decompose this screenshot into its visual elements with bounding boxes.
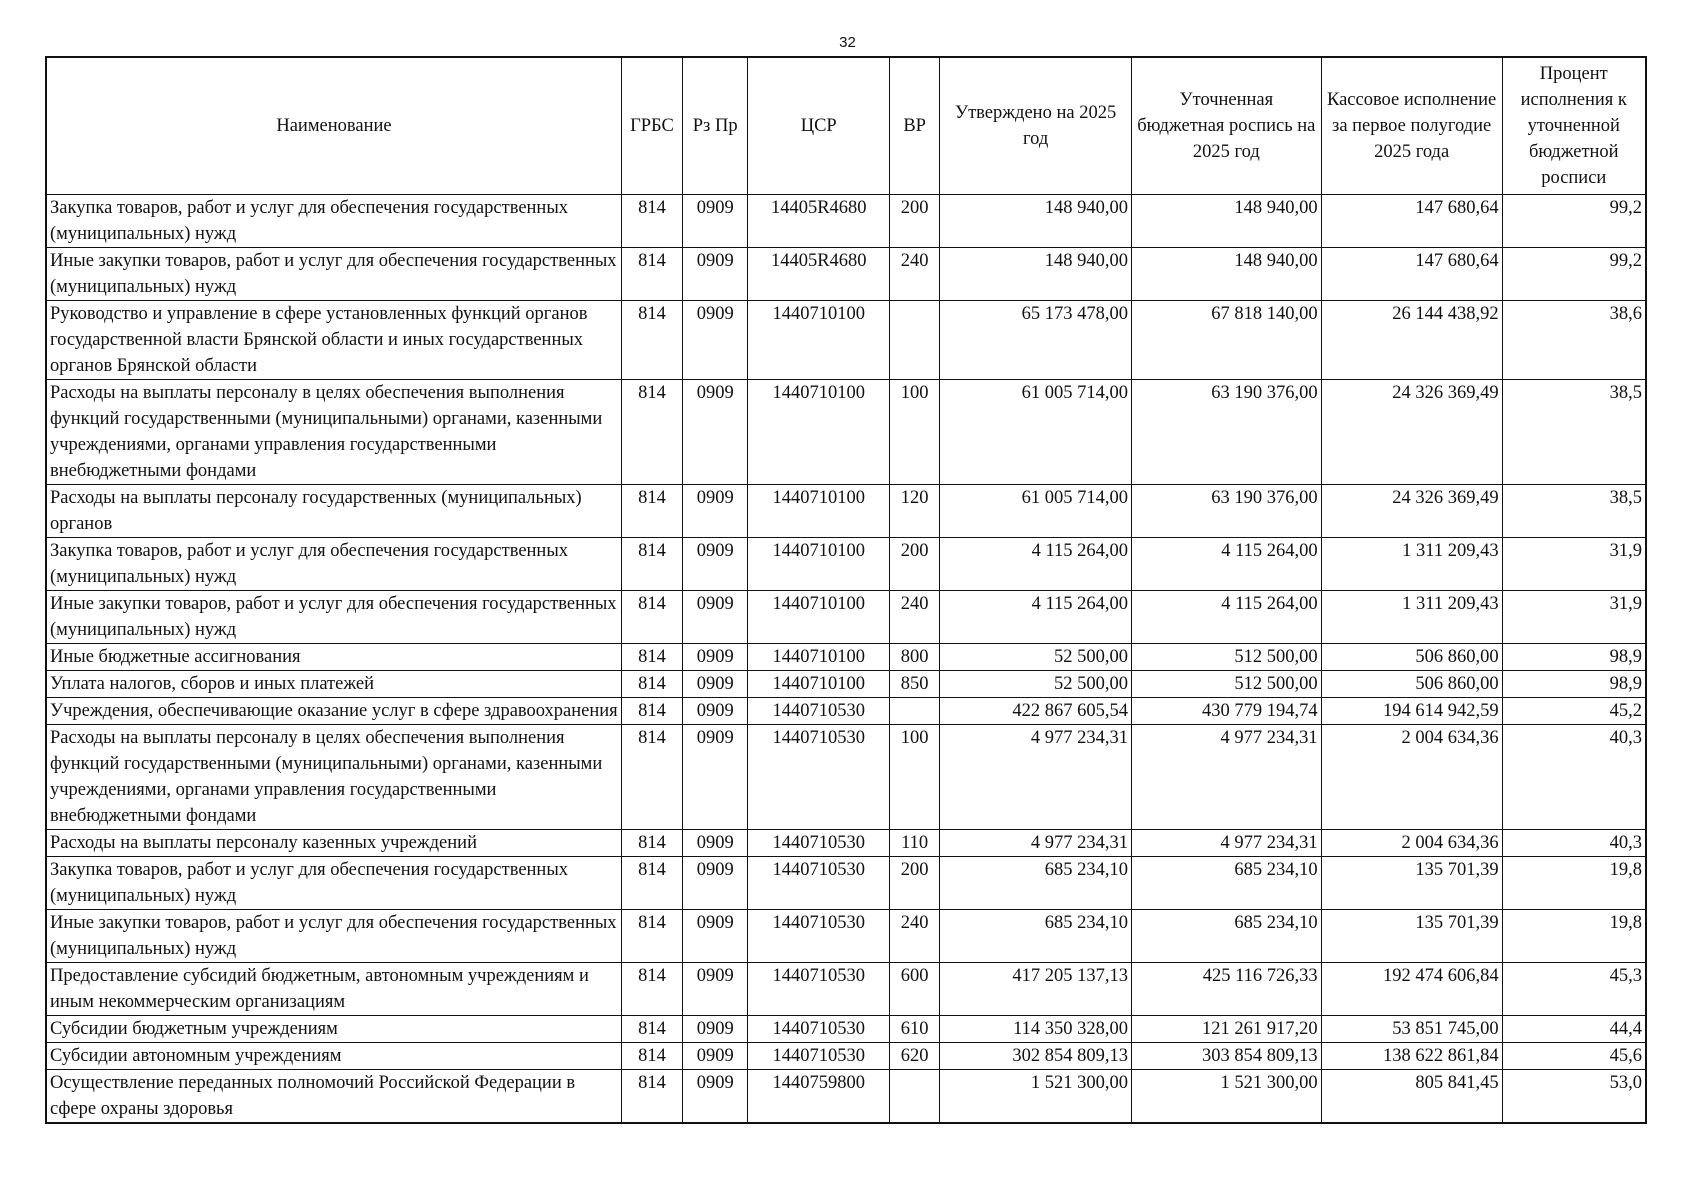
cell-percent: 31,9 (1502, 591, 1646, 644)
cell-csr: 1440710530 (748, 1043, 890, 1070)
cell-rzpr: 0909 (683, 248, 748, 301)
cell-rzpr: 0909 (683, 857, 748, 910)
cell-rzpr: 0909 (683, 195, 748, 248)
cell-rzpr: 0909 (683, 591, 748, 644)
cell-vr: 200 (890, 857, 940, 910)
cell-name: Закупка товаров, работ и услуг для обеспечения государственных (муниципальных) нужд (46, 857, 621, 910)
table-body (46, 195, 1646, 1124)
cell-name: Расходы на выплаты персоналу государственных (муниципальных) органов (46, 485, 621, 538)
cell-csr: 1440710100 (748, 380, 890, 485)
cell-percent: 19,8 (1502, 857, 1646, 910)
cell-csr: 1440710530 (748, 963, 890, 1016)
cell-cash: 135 701,39 (1321, 910, 1502, 963)
cell-approved: 4 977 234,31 (940, 725, 1132, 830)
cell-refined: 685 234,10 (1132, 910, 1322, 963)
header-csr: ЦСР (748, 57, 890, 195)
cell-refined: 1 521 300,00 (1132, 1070, 1322, 1124)
cell-approved: 4 115 264,00 (940, 591, 1132, 644)
table-row (46, 301, 1646, 380)
cell-name: Иные закупки товаров, работ и услуг для обеспечения государственных (муниципальных) нужд (46, 248, 621, 301)
table-row (46, 671, 1646, 698)
cell-rzpr: 0909 (683, 1016, 748, 1043)
cell-refined: 685 234,10 (1132, 857, 1322, 910)
cell-csr: 14405R4680 (748, 248, 890, 301)
cell-grbs: 814 (621, 725, 682, 830)
cell-cash: 2 004 634,36 (1321, 725, 1502, 830)
cell-name: Осуществление переданных полномочий Российской Федерации в сфере охраны здоровья (46, 1070, 621, 1124)
cell-approved: 1 521 300,00 (940, 1070, 1132, 1124)
cell-rzpr: 0909 (683, 671, 748, 698)
cell-refined: 4 977 234,31 (1132, 725, 1322, 830)
cell-approved: 422 867 605,54 (940, 698, 1132, 725)
cell-name: Расходы на выплаты персоналу в целях обеспечения выполнения функций государственными (муниципальными) органами, казенными учреждениями, органами управления государственными внебюджетными фондами (46, 725, 621, 830)
cell-csr: 1440710530 (748, 830, 890, 857)
header-refined: Уточненная бюджетная роспись на 2025 год (1132, 57, 1322, 195)
header-rzpr: Рз Пр (683, 57, 748, 195)
cell-rzpr: 0909 (683, 910, 748, 963)
table-row (46, 725, 1646, 830)
cell-approved: 52 500,00 (940, 671, 1132, 698)
cell-refined: 512 500,00 (1132, 644, 1322, 671)
cell-rzpr: 0909 (683, 963, 748, 1016)
cell-cash: 26 144 438,92 (1321, 301, 1502, 380)
cell-refined: 4 977 234,31 (1132, 830, 1322, 857)
cell-refined: 303 854 809,13 (1132, 1043, 1322, 1070)
cell-name: Субсидии автономным учреждениям (46, 1043, 621, 1070)
cell-grbs: 814 (621, 857, 682, 910)
cell-rzpr: 0909 (683, 301, 748, 380)
cell-percent: 45,6 (1502, 1043, 1646, 1070)
cell-approved: 65 173 478,00 (940, 301, 1132, 380)
cell-refined: 430 779 194,74 (1132, 698, 1322, 725)
cell-vr: 100 (890, 725, 940, 830)
cell-grbs: 814 (621, 698, 682, 725)
cell-vr: 620 (890, 1043, 940, 1070)
cell-cash: 192 474 606,84 (1321, 963, 1502, 1016)
cell-csr: 1440710100 (748, 301, 890, 380)
cell-csr: 1440710530 (748, 1016, 890, 1043)
table-row (46, 910, 1646, 963)
cell-approved: 4 115 264,00 (940, 538, 1132, 591)
cell-refined: 63 190 376,00 (1132, 485, 1322, 538)
cell-rzpr: 0909 (683, 830, 748, 857)
cell-rzpr: 0909 (683, 538, 748, 591)
header-vr: ВР (890, 57, 940, 195)
table-row (46, 485, 1646, 538)
header-cash: Кассовое исполнение за первое полугодие 2025 года (1321, 57, 1502, 195)
cell-percent: 40,3 (1502, 725, 1646, 830)
cell-name: Расходы на выплаты персоналу в целях обеспечения выполнения функций государственными (муниципальными) органами, казенными учреждениями, органами управления государственными внебюджетными фондами (46, 380, 621, 485)
table-row (46, 248, 1646, 301)
header-name: Наименование (46, 57, 621, 195)
cell-grbs: 814 (621, 538, 682, 591)
cell-vr: 120 (890, 485, 940, 538)
cell-cash: 138 622 861,84 (1321, 1043, 1502, 1070)
cell-percent: 31,9 (1502, 538, 1646, 591)
cell-percent: 98,9 (1502, 644, 1646, 671)
cell-refined: 4 115 264,00 (1132, 538, 1322, 591)
table-row (46, 644, 1646, 671)
cell-cash: 194 614 942,59 (1321, 698, 1502, 725)
cell-grbs: 814 (621, 963, 682, 1016)
cell-percent: 19,8 (1502, 910, 1646, 963)
cell-cash: 506 860,00 (1321, 671, 1502, 698)
budget-table (45, 56, 1647, 1124)
cell-vr: 850 (890, 671, 940, 698)
cell-rzpr: 0909 (683, 1043, 748, 1070)
cell-cash: 147 680,64 (1321, 248, 1502, 301)
cell-grbs: 814 (621, 671, 682, 698)
cell-approved: 685 234,10 (940, 910, 1132, 963)
cell-csr: 1440710530 (748, 698, 890, 725)
cell-vr: 200 (890, 538, 940, 591)
table-row (46, 195, 1646, 248)
cell-vr: 610 (890, 1016, 940, 1043)
table-row (46, 1070, 1646, 1124)
cell-approved: 302 854 809,13 (940, 1043, 1132, 1070)
cell-percent: 38,5 (1502, 380, 1646, 485)
cell-approved: 417 205 137,13 (940, 963, 1132, 1016)
header-grbs: ГРБС (621, 57, 682, 195)
cell-refined: 425 116 726,33 (1132, 963, 1322, 1016)
cell-grbs: 814 (621, 1070, 682, 1124)
cell-refined: 63 190 376,00 (1132, 380, 1322, 485)
cell-rzpr: 0909 (683, 698, 748, 725)
table-row (46, 591, 1646, 644)
cell-grbs: 814 (621, 1043, 682, 1070)
cell-name: Руководство и управление в сфере установленных функций органов государственной власти Брянской области и иных государственных органов Брянской области (46, 301, 621, 380)
cell-grbs: 814 (621, 910, 682, 963)
cell-rzpr: 0909 (683, 380, 748, 485)
cell-vr: 240 (890, 910, 940, 963)
cell-cash: 24 326 369,49 (1321, 380, 1502, 485)
cell-grbs: 814 (621, 485, 682, 538)
cell-approved: 148 940,00 (940, 248, 1132, 301)
table-row (46, 830, 1646, 857)
header-approved: Утверждено на 2025 год (940, 57, 1132, 195)
cell-name: Иные закупки товаров, работ и услуг для обеспечения государственных (муниципальных) нужд (46, 591, 621, 644)
cell-approved: 52 500,00 (940, 644, 1132, 671)
table-row (46, 963, 1646, 1016)
cell-csr: 1440759800 (748, 1070, 890, 1124)
cell-cash: 24 326 369,49 (1321, 485, 1502, 538)
cell-percent: 45,3 (1502, 963, 1646, 1016)
cell-cash: 805 841,45 (1321, 1070, 1502, 1124)
cell-approved: 4 977 234,31 (940, 830, 1132, 857)
cell-rzpr: 0909 (683, 644, 748, 671)
cell-csr: 1440710100 (748, 485, 890, 538)
cell-grbs: 814 (621, 301, 682, 380)
cell-percent: 45,2 (1502, 698, 1646, 725)
cell-vr (890, 301, 940, 380)
cell-name: Закупка товаров, работ и услуг для обеспечения государственных (муниципальных) нужд (46, 195, 621, 248)
cell-name: Учреждения, обеспечивающие оказание услуг в сфере здравоохранения (46, 698, 621, 725)
cell-grbs: 814 (621, 195, 682, 248)
header-percent: Процент исполнения к уточненной бюджетной росписи (1502, 57, 1646, 195)
cell-refined: 148 940,00 (1132, 248, 1322, 301)
cell-vr: 240 (890, 591, 940, 644)
table-row (46, 1043, 1646, 1070)
cell-csr: 14405R4680 (748, 195, 890, 248)
cell-csr: 1440710530 (748, 725, 890, 830)
cell-csr: 1440710100 (748, 538, 890, 591)
cell-grbs: 814 (621, 591, 682, 644)
cell-name: Расходы на выплаты персоналу казенных учреждений (46, 830, 621, 857)
cell-csr: 1440710530 (748, 910, 890, 963)
cell-vr: 110 (890, 830, 940, 857)
cell-vr: 200 (890, 195, 940, 248)
table-row (46, 380, 1646, 485)
cell-grbs: 814 (621, 644, 682, 671)
cell-refined: 148 940,00 (1132, 195, 1322, 248)
cell-csr: 1440710530 (748, 857, 890, 910)
cell-vr (890, 1070, 940, 1124)
cell-name: Предоставление субсидий бюджетным, автономным учреждениям и иным некоммерческим организациям (46, 963, 621, 1016)
cell-percent: 38,6 (1502, 301, 1646, 380)
cell-grbs: 814 (621, 248, 682, 301)
cell-grbs: 814 (621, 830, 682, 857)
cell-csr: 1440710100 (748, 644, 890, 671)
page-number: 32 (839, 34, 856, 51)
cell-csr: 1440710100 (748, 671, 890, 698)
table-row (46, 1016, 1646, 1043)
cell-percent: 53,0 (1502, 1070, 1646, 1124)
cell-vr: 240 (890, 248, 940, 301)
cell-percent: 98,9 (1502, 671, 1646, 698)
cell-cash: 53 851 745,00 (1321, 1016, 1502, 1043)
cell-percent: 38,5 (1502, 485, 1646, 538)
cell-vr: 800 (890, 644, 940, 671)
table-row (46, 538, 1646, 591)
cell-refined: 4 115 264,00 (1132, 591, 1322, 644)
cell-name: Субсидии бюджетным учреждениям (46, 1016, 621, 1043)
cell-approved: 61 005 714,00 (940, 380, 1132, 485)
cell-name: Уплата налогов, сборов и иных платежей (46, 671, 621, 698)
cell-cash: 1 311 209,43 (1321, 591, 1502, 644)
cell-rzpr: 0909 (683, 725, 748, 830)
cell-cash: 135 701,39 (1321, 857, 1502, 910)
cell-name: Иные бюджетные ассигнования (46, 644, 621, 671)
cell-approved: 61 005 714,00 (940, 485, 1132, 538)
cell-refined: 512 500,00 (1132, 671, 1322, 698)
cell-grbs: 814 (621, 1016, 682, 1043)
cell-vr: 600 (890, 963, 940, 1016)
table-row (46, 698, 1646, 725)
cell-rzpr: 0909 (683, 485, 748, 538)
cell-cash: 2 004 634,36 (1321, 830, 1502, 857)
cell-name: Закупка товаров, работ и услуг для обеспечения государственных (муниципальных) нужд (46, 538, 621, 591)
cell-vr (890, 698, 940, 725)
cell-cash: 1 311 209,43 (1321, 538, 1502, 591)
cell-percent: 44,4 (1502, 1016, 1646, 1043)
cell-percent: 99,2 (1502, 195, 1646, 248)
cell-rzpr: 0909 (683, 1070, 748, 1124)
cell-vr: 100 (890, 380, 940, 485)
cell-approved: 685 234,10 (940, 857, 1132, 910)
cell-csr: 1440710100 (748, 591, 890, 644)
table-header (46, 57, 1646, 195)
cell-grbs: 814 (621, 380, 682, 485)
cell-name: Иные закупки товаров, работ и услуг для обеспечения государственных (муниципальных) нужд (46, 910, 621, 963)
cell-refined: 67 818 140,00 (1132, 301, 1322, 380)
cell-cash: 147 680,64 (1321, 195, 1502, 248)
cell-refined: 121 261 917,20 (1132, 1016, 1322, 1043)
cell-approved: 148 940,00 (940, 195, 1132, 248)
cell-percent: 99,2 (1502, 248, 1646, 301)
cell-approved: 114 350 328,00 (940, 1016, 1132, 1043)
table-row (46, 857, 1646, 910)
cell-cash: 506 860,00 (1321, 644, 1502, 671)
cell-percent: 40,3 (1502, 830, 1646, 857)
